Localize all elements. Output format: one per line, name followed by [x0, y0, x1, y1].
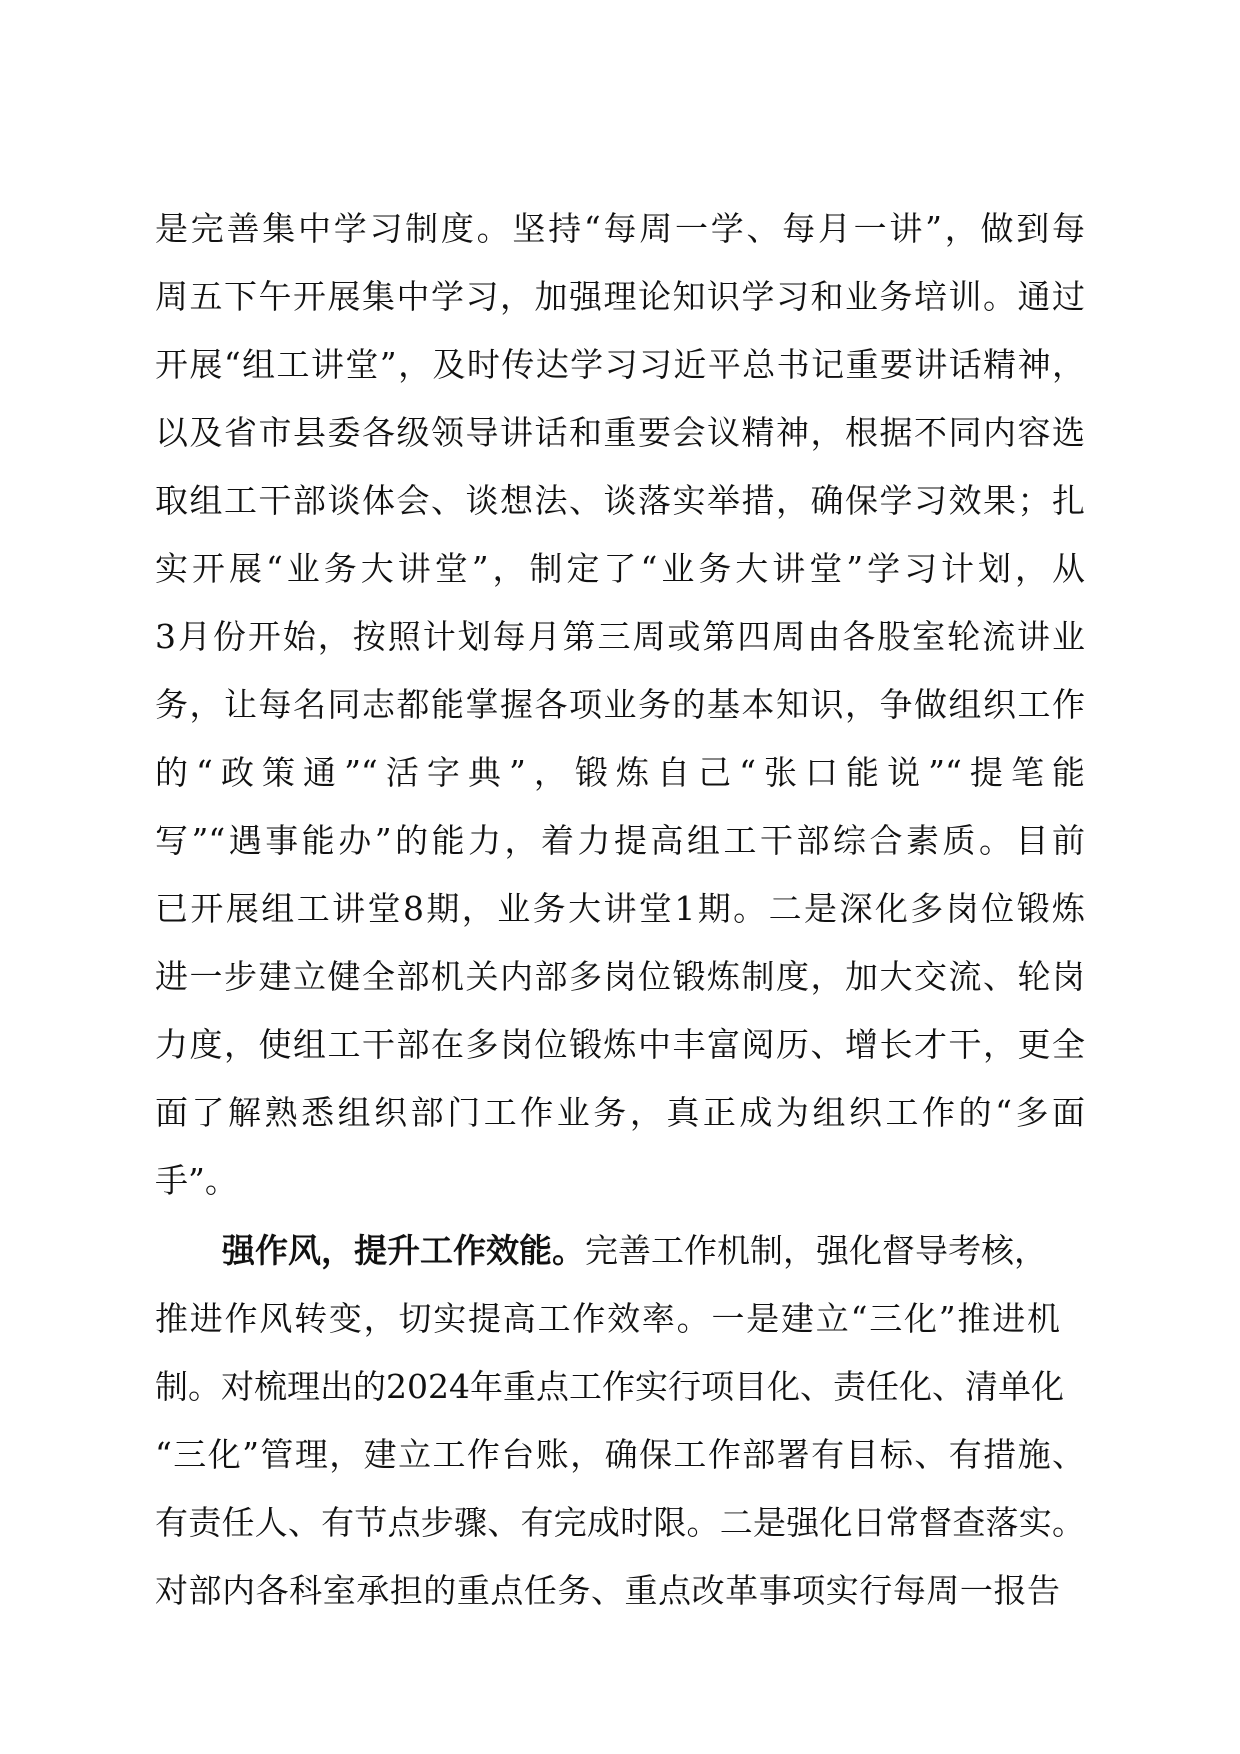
- paragraph-line: 进一步建立健全部机关内部多岗位锻炼制度，加大交流、轮岗: [155, 957, 1085, 996]
- paragraph-line: 力度，使组工干部在多岗位锻炼中丰富阅历、增长才干，更全: [155, 1025, 1085, 1064]
- paragraph-line: 面了解熟悉组织部门工作业务，真正成为组织工作的“多面: [155, 1093, 1085, 1132]
- paragraph-line: 推进作风转变，切实提高工作效率。一是建立“三化”推进机: [155, 1299, 1060, 1338]
- paragraph-line: 手”。: [155, 1161, 238, 1200]
- section-heading-line: [222, 1218, 1052, 1284]
- paragraph-line: 3月份开始，按照计划每月第三周或第四周由各股室轮流讲业: [155, 617, 1085, 656]
- paragraph-line: 取组工干部谈体会、谈想法、谈落实举措，确保学习效果；扎: [155, 481, 1085, 520]
- paragraph-line: 制。对梳理出的2024年重点工作实行项目化、责任化、清单化: [155, 1367, 1064, 1406]
- paragraph-line: 已开展组工讲堂8期，业务大讲堂1期。二是深化多岗位锻炼: [155, 889, 1085, 928]
- paragraph-line: 是完善集中学习制度。坚持“每周一学、每月一讲”，做到每: [155, 209, 1085, 248]
- paragraph-line: 开展“组工讲堂”，及时传达学习习近平总书记重要讲话精神，: [155, 345, 1085, 384]
- paragraph-line: “三化”管理，建立工作台账，确保工作部署有目标、有措施、: [155, 1435, 1085, 1474]
- paragraph-line: 务，让每名同志都能掌握各项业务的基本知识，争做组织工作: [155, 685, 1085, 724]
- paragraph-line: 有责任人、有节点步骤、有完成时限。二是强化日常督查落实。: [155, 1503, 1085, 1542]
- section-heading: 强作风，提升工作效能。: [222, 1231, 585, 1270]
- paragraph-line: 对部内各科室承担的重点任务、重点改革事项实行每周一报告: [155, 1571, 1060, 1610]
- section-heading-continuation: 完善工作机制，强化督导考核，: [585, 1231, 1047, 1270]
- paragraph-line: 周五下午开展集中学习，加强理论知识学习和业务培训。通过: [155, 277, 1085, 316]
- paragraph-line: 的“政策通”“活字典”，锻炼自己“张口能说”“提笔能: [155, 753, 1085, 792]
- paragraph-line: 写”“遇事能办”的能力，着力提高组工干部综合素质。目前: [155, 821, 1085, 860]
- paragraph-line: 以及省市县委各级领导讲话和重要会议精神，根据不同内容选: [155, 413, 1085, 452]
- paragraph-line: 实开展“业务大讲堂”，制定了“业务大讲堂”学习计划，从: [155, 549, 1085, 588]
